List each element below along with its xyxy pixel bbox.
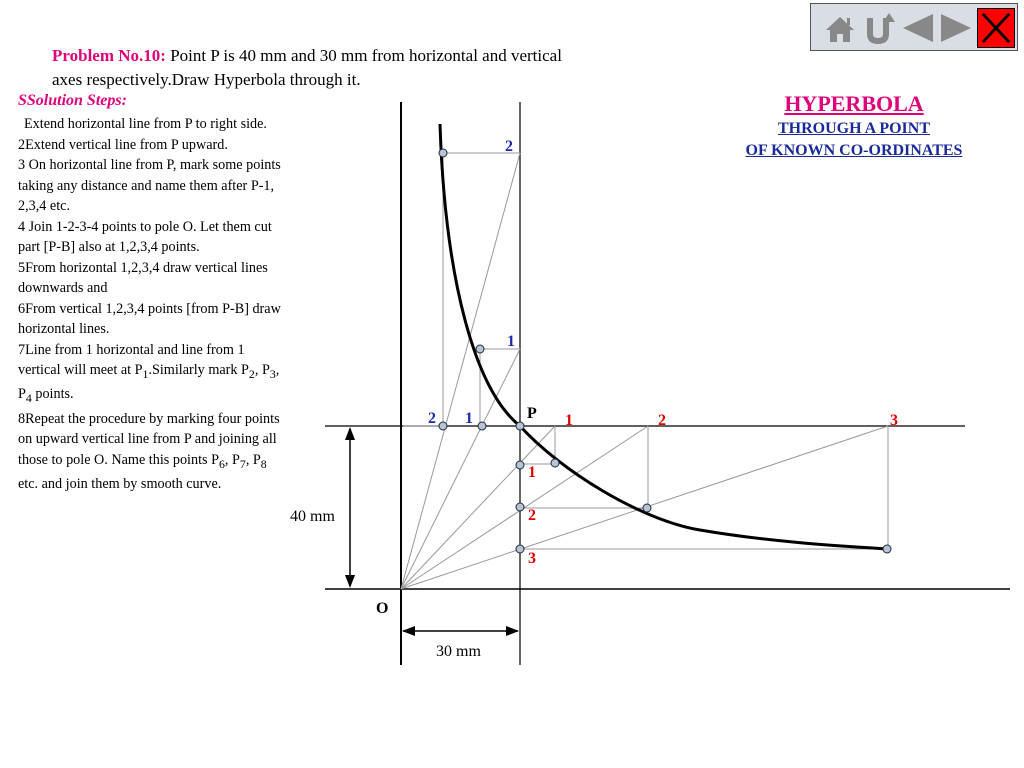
solution-steps-title: SSolution Steps: [18, 92, 127, 109]
step-8-text-b: , P [224, 451, 240, 468]
step-7-text-b: .Similarly mark P [148, 362, 249, 378]
step-7-sub-2: 2 [248, 366, 255, 381]
heading-title: HYPERBOLA [784, 91, 924, 116]
dimension-horizontal [402, 626, 519, 636]
heading-line-2: OF KNOWN CO-ORDINATES [745, 142, 963, 159]
step-3: 3 On horizontal line from P, mark some points taking any distance and name them after P-1, 2,3,4 etc. [18, 157, 281, 214]
step-6: 6From vertical 1,2,3,4 points [from P-B] draw horizontal lines. [18, 300, 281, 337]
dimension-vertical [345, 427, 355, 588]
step-8-sub-8: 8 [260, 456, 267, 471]
label-right-3: 3 [890, 412, 898, 429]
step-7-text-c: , P [254, 362, 270, 378]
step-8-sub-7: 7 [239, 456, 246, 471]
problem-text: Point P is 40 mm and 30 mm from horizontal and vertical axes respectively.Draw Hyperbola through it. [52, 46, 562, 89]
step-8-sub-6: 6 [218, 456, 225, 471]
label-down-2: 2 [528, 507, 536, 524]
label-down-3: 3 [528, 550, 536, 567]
construction-rays [401, 153, 888, 589]
label-origin: O [376, 600, 389, 617]
step-8-text-d: etc. and join them by smooth curve. [18, 475, 222, 492]
construction-points [439, 149, 891, 553]
label-right-1: 1 [565, 412, 573, 429]
step-4: 4 Join 1-2-3-4 points to pole O. Let them cut part [P-B] also at 1,2,3,4 points. [18, 218, 272, 255]
label-point-p: P [527, 405, 537, 422]
step-7-sub-3: 3 [269, 366, 276, 381]
label-right-2: 2 [658, 412, 666, 429]
step-7-text-e: points. [31, 386, 74, 403]
dimension-vertical-label: 40 mm [290, 508, 335, 525]
step-2: 2Extend vertical line from P upward. [18, 136, 228, 153]
step-8-text-a: 8Repeat the procedure by marking four points on upward vertical line from P and joining all those to pole O. Name this points P [18, 410, 280, 468]
problem-label: Problem No.10: [52, 46, 166, 65]
label-upper-2: 2 [505, 138, 513, 155]
dimension-horizontal-label: 30 mm [436, 643, 481, 660]
step-1: Extend horizontal line from P to right side. [24, 116, 267, 132]
step-7-text-d: , P [18, 362, 280, 403]
step-7-sub-1: 1 [142, 366, 149, 381]
heading-line-1: THROUGH A POINT [777, 120, 931, 137]
label-upper-1: 1 [507, 333, 515, 350]
label-left-2: 2 [428, 410, 436, 427]
step-5: 5From horizontal 1,2,3,4 draw vertical lines downwards and [18, 259, 268, 296]
step-7-text-a: 7Line from 1 horizontal and line from 1 vertical will meet at P [18, 341, 245, 378]
label-down-1: 1 [528, 464, 536, 481]
step-7-sub-4: 4 [25, 391, 32, 406]
step-8-text-c: , P [245, 451, 261, 468]
label-left-1: 1 [465, 410, 473, 427]
